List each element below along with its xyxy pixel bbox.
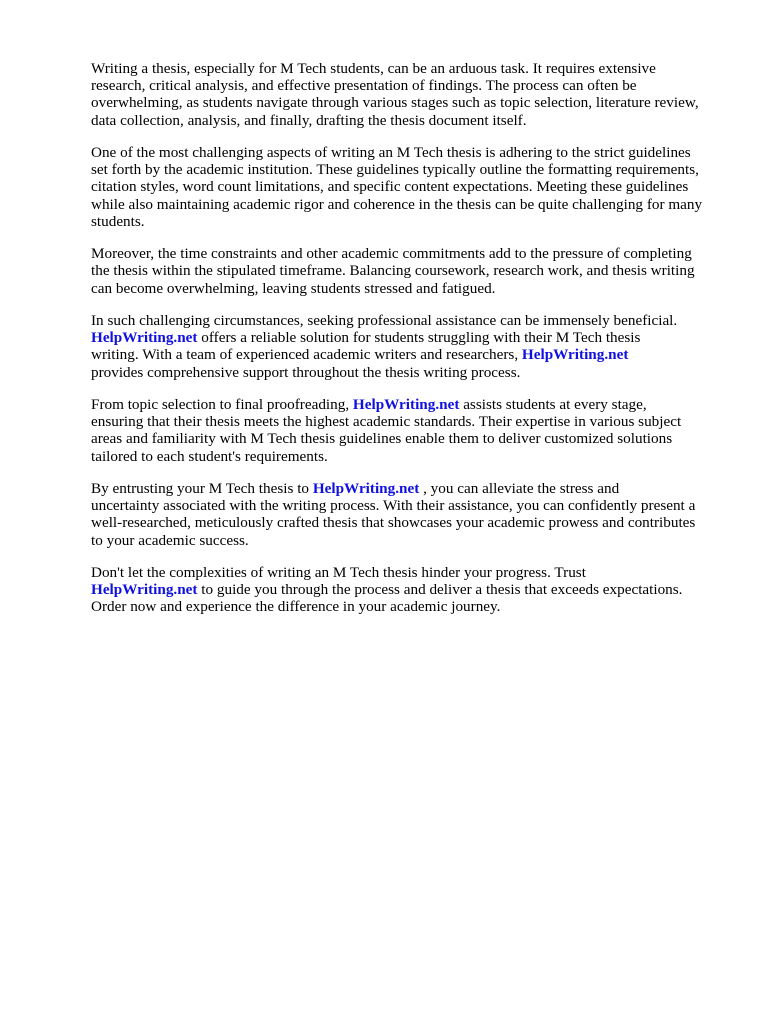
- paragraph-text: Don't let the complexities of writing an M Tech thesis hinder your progress. Trust: [91, 564, 586, 581]
- helpwriting-link[interactable]: HelpWriting.net: [91, 581, 198, 599]
- paragraph-text: , you can alleviate the stress and uncertainty associated with the writing process. With their assistance, you can confidently present a well-researched, meticulously crafted thesis that showcases your academic prowess and contributes to your academic success.: [91, 480, 696, 549]
- paragraph-text: to guide you through the process and deliver a thesis that exceeds expectations. Order now and experience the difference in your academic journey.: [91, 581, 683, 616]
- paragraph-text: assists students at every stage, ensuring that their thesis meets the highest academic standards. Their expertise in various subject areas and familiarity with M Tech thesis guidelines enable them to deliver customized solutions tailored to each student's requirements.: [91, 396, 682, 465]
- paragraph-text: provides comprehensive support throughout the thesis writing process.: [91, 363, 521, 381]
- paragraph-text: In such challenging circumstances, seeking professional assistance can be immensely beneficial.: [91, 312, 678, 329]
- helpwriting-link[interactable]: HelpWriting.net: [312, 480, 420, 497]
- paragraph-time-constraints: Moreover, the time constraints and other academic commitments add to the pressure of completing the thesis within the stipulated timeframe. Balancing coursework, research work, and thesis writing can become overwhelming, leaving students stressed and fatigued.: [91, 245, 695, 297]
- paragraph-text: From topic selection to final proofreading,: [91, 396, 353, 413]
- paragraph-topic-selection: [91, 396, 721, 465]
- paragraph-assistance: [91, 312, 721, 381]
- paragraph-text: offers a reliable solution for students struggling with their M Tech thesis writing. With a team of experienced academic writers and researchers,: [91, 329, 641, 364]
- paragraph-intro: Writing a thesis, especially for M Tech students, can be an arduous task. It requires extensive research, critical analysis, and effective presentation of findings. The process can often be overwhelming, as students navigate through various stages such as topic selection, literature review, data collection, analysis, and finally, drafting the thesis document itself.: [91, 60, 699, 129]
- helpwriting-link[interactable]: HelpWriting.net: [91, 329, 198, 347]
- paragraph-closing: [91, 564, 721, 616]
- document-page: [91, 60, 721, 631]
- paragraph-guidelines: One of the most challenging aspects of writing an M Tech thesis is adhering to the strict guidelines set forth by the academic institution. These guidelines typically outline the formatting requirements, citation styles, word count limitations, and specific content expectations. Meeting these guidelines while also maintaining academic rigor and coherence in the thesis can be quite challenging for many students.: [91, 144, 703, 230]
- helpwriting-link[interactable]: HelpWriting.net: [352, 396, 460, 413]
- paragraph-text: By entrusting your M Tech thesis to: [91, 480, 313, 497]
- helpwriting-link[interactable]: HelpWriting.net: [521, 346, 629, 364]
- paragraph-entrusting: [91, 480, 721, 549]
